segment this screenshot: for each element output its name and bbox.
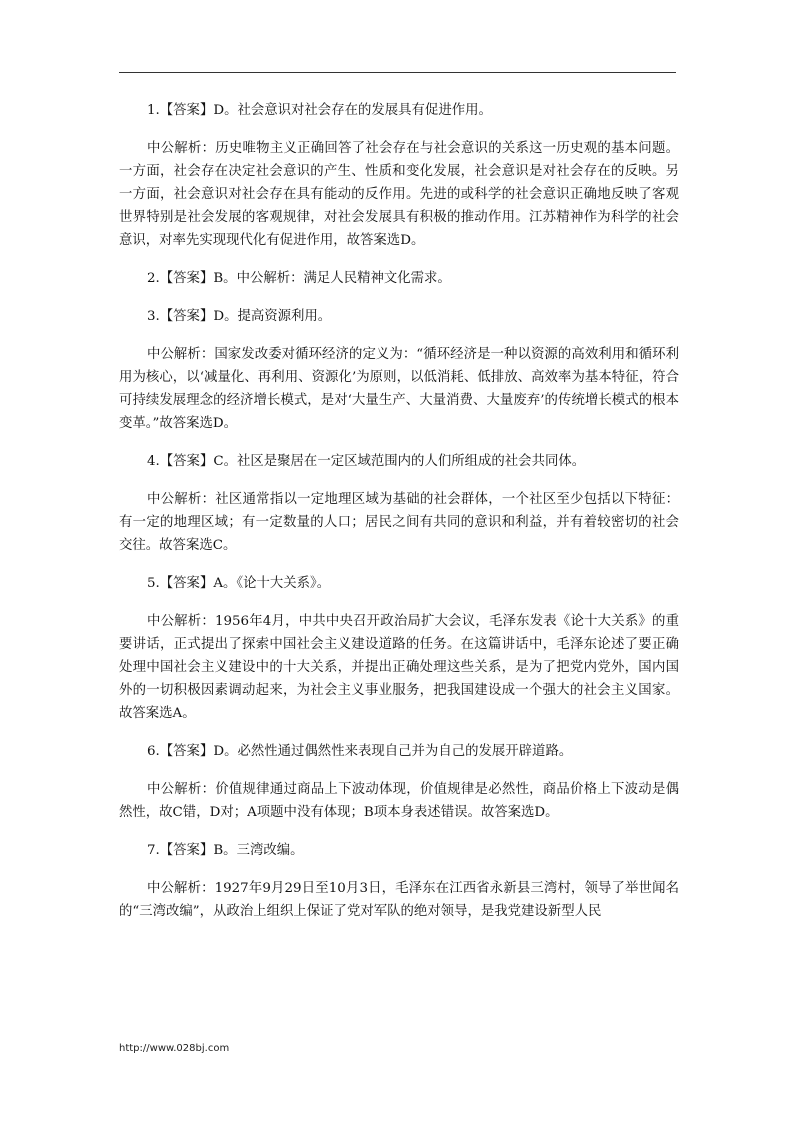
analysis-4: 中公解析：社区通常指以一定地理区域为基础的社会群体，一个社区至少包括以下特征：有一定的地理区域；有一定数量的人口；居民之间有共同的意识和利益，并有着较密切的社会交往。故答案选C。 bbox=[119, 492, 679, 553]
header-rule bbox=[119, 72, 676, 73]
analysis-7: 中公解析：1927年9月29日至10月3日，毛泽东在江西省永新县三湾村，领导了举世闻名的“三湾改编”，从政治上组织上保证了党对军队的绝对领导，是我党建设新型人民 bbox=[119, 881, 679, 919]
answer-6: 6.【答案】D。必然性通过偶然性来表现自己并为自己的发展开辟道路。 bbox=[147, 744, 573, 759]
answer-content bbox=[119, 99, 679, 938]
analysis-6: 中公解析：价值规律通过商品上下波动体现，价值规律是必然性，商品价格上下波动是偶然性，故C错，D对；A项题中没有体现；B项本身表述错误。故答案选D。 bbox=[119, 782, 679, 820]
analysis-5: 中公解析：1956年4月，中共中央召开政治局扩大会议，毛泽东发表《论十大关系》的重要讲话，正式提出了探索中国社会主义建设道路的任务。在这篇讲话中，毛泽东论述了要正确处理中国社会主义建设中的十大关系，并提出正确处理这些关系，是为了把党内党外，国内国外的一切积极因素调动起来，为社会主义事业服务，把我国建设成一个强大的社会主义国家。故答案选A。 bbox=[119, 614, 679, 721]
footer-url: http://www.028bj.com bbox=[119, 1043, 230, 1054]
answer-1: 1.【答案】D。社会意识对社会存在的发展具有促进作用。 bbox=[147, 103, 492, 118]
answer-7: 7.【答案】B。三湾改编。 bbox=[147, 843, 304, 858]
answer-4: 4.【答案】C。社区是聚居在一定区域范围内的人们所组成的社会共同体。 bbox=[147, 454, 586, 469]
answer-2: 2.【答案】B。中公解析：满足人民精神文化需求。 bbox=[147, 271, 451, 286]
answer-5: 5.【答案】A。《论十大关系》。 bbox=[147, 576, 331, 591]
analysis-3: 中公解析：国家发改委对循环经济的定义为：“循环经济是一种以资源的高效利用和循环利用为核心，以‘减量化、再利用、资源化’为原则，以低消耗、低排放、高效率为基本特征，符合可持续发展理念的经济增长模式，是对‘大量生产、大量消费、大量废弃’的传统增长模式的根本变革。”故答案选D。 bbox=[119, 347, 679, 431]
analysis-1: 中公解析：历史唯物主义正确回答了社会存在与社会意识的关系这一历史观的基本问题。一方面，社会存在决定社会意识的产生、性质和变化发展，社会意识是对社会存在的反映。另一方面，社会意识对社会存在具有能动的反作用。先进的或科学的社会意识正确地反映了客观世界特别是社会发展的客观规律，对社会发展具有积极的推动作用。江苏精神作为科学的社会意识，对率先实现现代化有促进作用，故答案选D。 bbox=[119, 141, 679, 248]
answer-3: 3.【答案】D。提高资源利用。 bbox=[147, 309, 332, 324]
